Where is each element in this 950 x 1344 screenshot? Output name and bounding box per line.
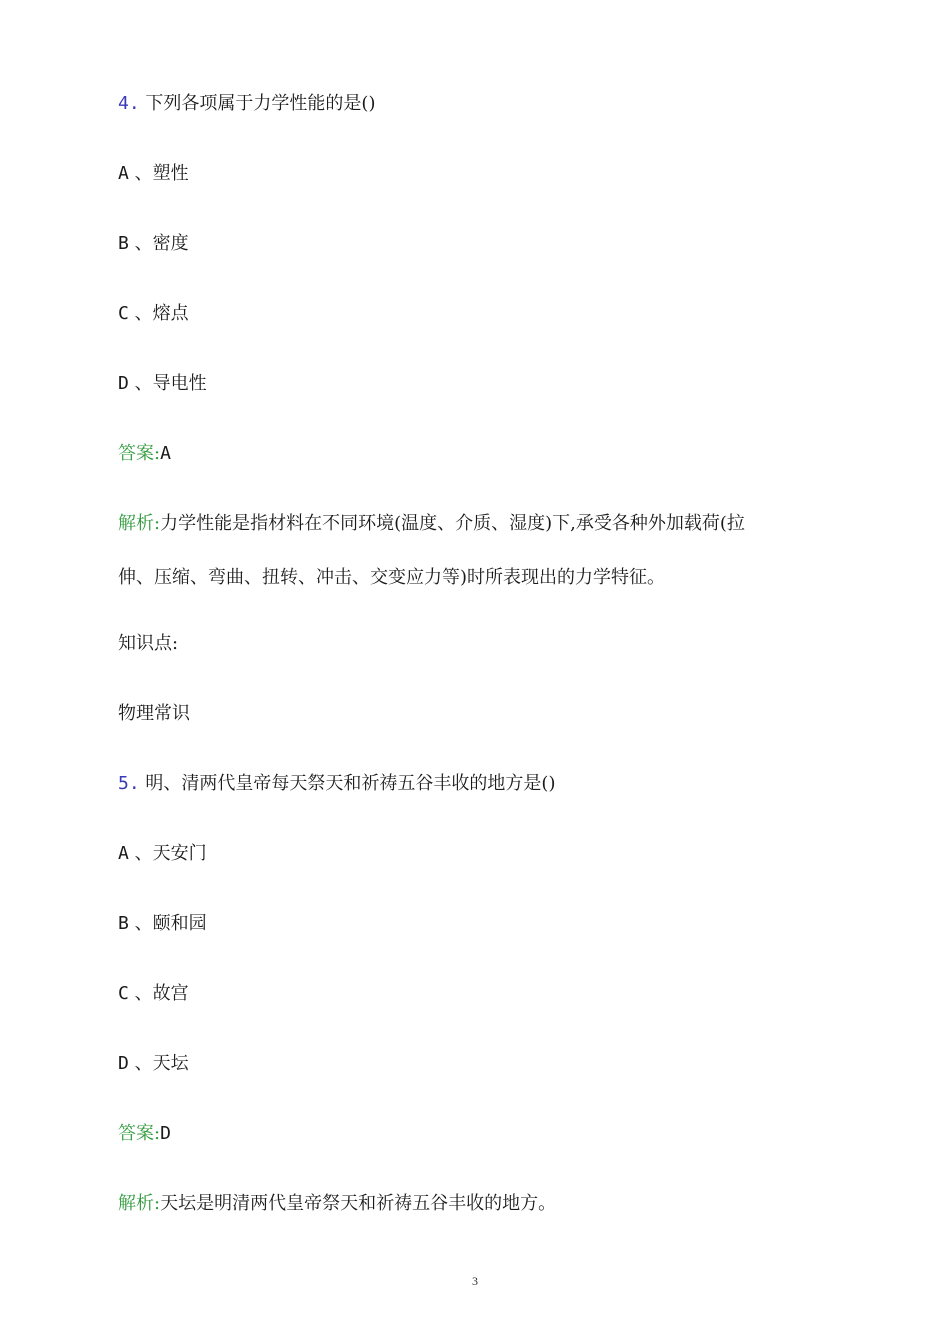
option-d: D 、天坛: [118, 1053, 189, 1074]
question-text: 明、清两代皇帝每天祭天和祈祷五谷丰收的地方是(): [145, 773, 556, 794]
question-text: 下列各项属于力学性能的是(): [145, 93, 376, 114]
question-number: 4.: [118, 93, 140, 114]
knowledge-label: 知识点:: [118, 633, 179, 654]
option-b: B 、颐和园: [118, 913, 207, 934]
analysis-label: 解析:: [118, 513, 161, 534]
option-b: B 、密度: [118, 233, 189, 254]
knowledge-value: 物理常识: [118, 703, 190, 724]
analysis-line-1: 解析:天坛是明清两代皇帝祭天和祈祷五谷丰收的地方。: [118, 1193, 557, 1214]
analysis-line-1: 解析:力学性能是指材料在不同环境(温度、介质、湿度)下,承受各种外加载荷(拉: [118, 513, 745, 534]
page-number: 3: [472, 1274, 478, 1288]
answer-label: 答案:: [118, 1123, 161, 1144]
option-c: C 、故宫: [118, 983, 189, 1004]
answer-value: D: [160, 1123, 171, 1144]
question-number: 5.: [118, 773, 140, 794]
option-a: A 、塑性: [118, 163, 189, 184]
option-a: A 、天安门: [118, 843, 207, 864]
option-c: C 、熔点: [118, 303, 189, 324]
analysis-line-2: 伸、压缩、弯曲、扭转、冲击、交变应力等)时所表现出的力学特征。: [118, 567, 666, 588]
analysis-label: 解析:: [118, 1193, 161, 1214]
answer-line: [118, 442, 171, 466]
answer-value: A: [160, 443, 171, 464]
option-d: D 、导电性: [118, 373, 207, 394]
answer-line: [118, 1122, 171, 1146]
question-5-stem: [118, 772, 555, 796]
question-4-stem: [118, 92, 375, 116]
answer-label: 答案:: [118, 443, 161, 464]
